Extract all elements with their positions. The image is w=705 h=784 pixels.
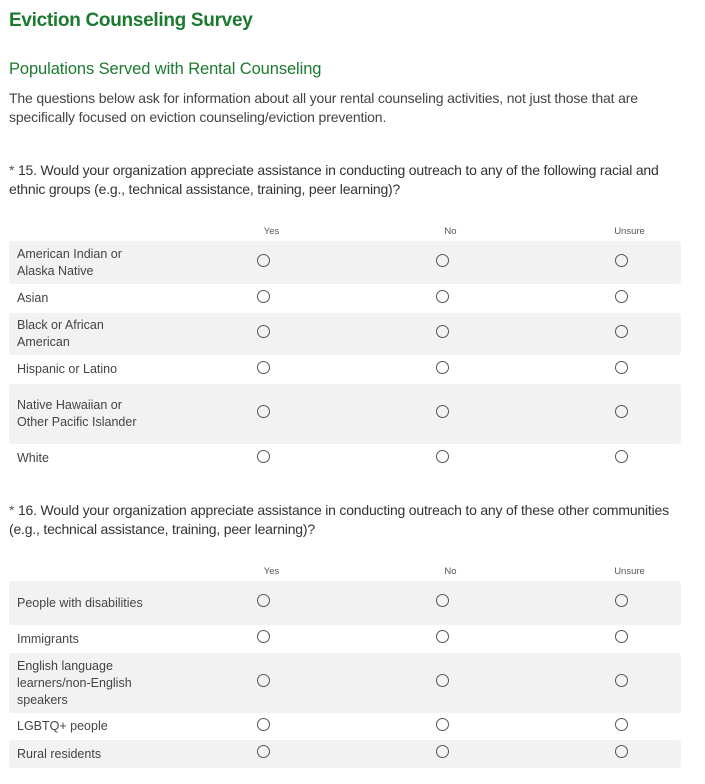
matrix-row xyxy=(9,444,681,473)
question-label: 15. Would your organization appreciate assistance in conducting outreach to any of the following racial and ethnic groups (e.g., technical assistance, training, peer learning)? xyxy=(9,162,659,197)
radio-no[interactable] xyxy=(436,718,449,731)
radio-unsure[interactable] xyxy=(615,450,628,463)
radio-unsure[interactable] xyxy=(615,405,628,418)
matrix-row xyxy=(9,384,681,444)
radio-yes[interactable] xyxy=(257,450,270,463)
matrix-row xyxy=(9,653,681,713)
radio-no[interactable] xyxy=(436,361,449,374)
radio-no[interactable] xyxy=(436,674,449,687)
radio-yes[interactable] xyxy=(257,290,270,303)
required-mark: * xyxy=(9,502,15,518)
radio-no[interactable] xyxy=(436,405,449,418)
survey-title: Eviction Counseling Survey xyxy=(9,10,253,31)
row-label: Asian xyxy=(17,291,49,305)
radio-yes[interactable] xyxy=(257,254,270,267)
radio-yes[interactable] xyxy=(257,405,270,418)
question-text xyxy=(9,161,681,199)
row-label: Rural residents xyxy=(17,746,102,761)
column-header-no: No xyxy=(444,225,457,237)
radio-unsure[interactable] xyxy=(615,290,628,303)
radio-no[interactable] xyxy=(436,630,449,643)
page-title: Populations Served with Rental Counseling xyxy=(9,60,322,78)
matrix-row xyxy=(9,625,681,653)
column-header-unsure: Unsure xyxy=(614,565,645,577)
row-label: Hispanic or Latino xyxy=(17,362,118,376)
radio-unsure[interactable] xyxy=(615,674,628,687)
matrix-row xyxy=(9,740,681,768)
intro-text: The questions below ask for information about all your rental counseling activities, not just those that are specifically focused on eviction counseling/eviction prevention. xyxy=(9,90,638,125)
radio-no[interactable] xyxy=(436,594,449,607)
column-header-unsure: Unsure xyxy=(614,225,645,237)
radio-unsure[interactable] xyxy=(615,254,628,267)
column-header-yes: Yes xyxy=(263,565,280,577)
question-16 xyxy=(9,473,681,768)
radio-yes[interactable] xyxy=(257,718,270,731)
radio-yes[interactable] xyxy=(257,325,270,338)
matrix-row xyxy=(9,581,681,625)
radio-no[interactable] xyxy=(436,450,449,463)
matrix-header xyxy=(9,561,681,581)
question-15 xyxy=(9,127,681,473)
radio-unsure[interactable] xyxy=(615,325,628,338)
radio-yes[interactable] xyxy=(257,594,270,607)
question-label: 16. Would your organization appreciate assistance in conducting outreach to any of these other communities (e.g., technical assistance, training, peer learning)? xyxy=(9,502,669,537)
row-label: English language learners/non-English speakers xyxy=(17,658,132,707)
row-label: LGBTQ+ people xyxy=(17,719,108,733)
row-label: Native Hawaiian or Other Pacific Islander xyxy=(17,398,137,429)
radio-no[interactable] xyxy=(436,290,449,303)
radio-unsure[interactable] xyxy=(615,745,628,758)
radio-unsure[interactable] xyxy=(615,361,628,374)
radio-no[interactable] xyxy=(436,325,449,338)
row-label: People with disabilities xyxy=(17,595,143,610)
row-label: Immigrants xyxy=(17,631,79,646)
matrix-header xyxy=(9,221,681,241)
matrix-row xyxy=(9,313,681,355)
matrix-row xyxy=(9,241,681,284)
row-label: American Indian or Alaska Native xyxy=(17,246,122,278)
radio-no[interactable] xyxy=(436,254,449,267)
row-label: Black or African American xyxy=(17,318,104,349)
radio-unsure[interactable] xyxy=(615,594,628,607)
radio-unsure[interactable] xyxy=(615,630,628,643)
matrix-row xyxy=(9,355,681,384)
question-text xyxy=(9,501,681,539)
radio-unsure[interactable] xyxy=(615,718,628,731)
required-mark: * xyxy=(9,162,15,178)
radio-yes[interactable] xyxy=(257,674,270,687)
radio-yes[interactable] xyxy=(257,745,270,758)
radio-no[interactable] xyxy=(436,745,449,758)
column-header-no: No xyxy=(444,565,457,577)
row-label: White xyxy=(17,451,49,465)
matrix-row xyxy=(9,284,681,313)
matrix-row xyxy=(9,713,681,740)
column-header-yes: Yes xyxy=(263,225,280,237)
radio-yes[interactable] xyxy=(257,630,270,643)
radio-yes[interactable] xyxy=(257,361,270,374)
